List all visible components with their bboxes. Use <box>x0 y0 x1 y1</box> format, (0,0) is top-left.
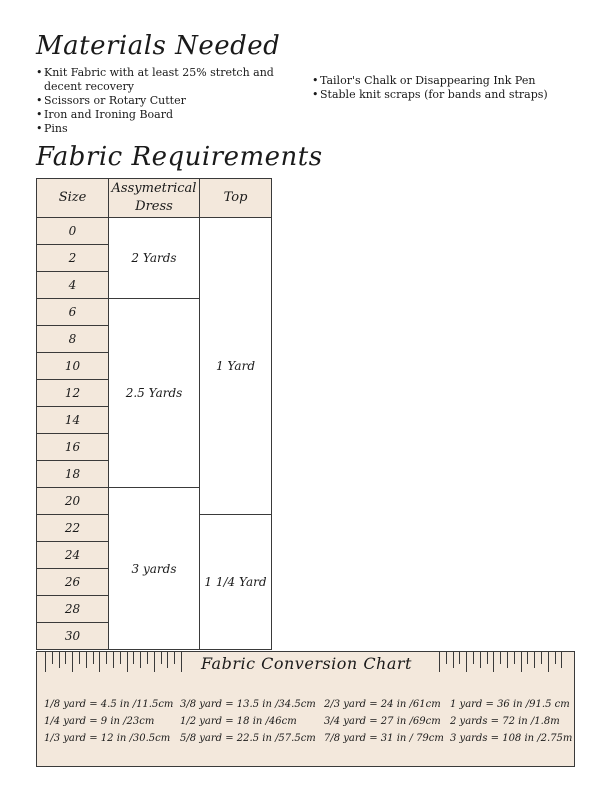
size-cell: 16 <box>37 434 109 461</box>
materials-heading: Materials Needed <box>36 31 281 61</box>
conversion-entry: 7/8 yard = 31 in / 79cm <box>324 733 444 744</box>
size-cell: 2 <box>37 245 109 272</box>
size-cell: 10 <box>37 353 109 380</box>
materials-list-left <box>36 66 286 136</box>
conversion-entry: 3/4 yard = 27 in /69cm <box>324 716 441 727</box>
conversion-entry: 5/8 yard = 22.5 in /57.5cm <box>180 733 316 744</box>
conversion-column <box>450 696 572 747</box>
conversion-column <box>324 696 444 747</box>
list-item: • Scissors or Rotary Cutter <box>36 94 286 108</box>
size-cell: 12 <box>37 380 109 407</box>
size-cell: 22 <box>37 515 109 542</box>
size-cell: 26 <box>37 569 109 596</box>
size-cell: 28 <box>37 596 109 623</box>
conversion-entry: 1/2 yard = 18 in /46cm <box>180 716 297 727</box>
top-yardage-cell: 1 1/4 Yard <box>200 515 272 650</box>
conversion-column <box>180 696 316 747</box>
column-header-top: Top <box>200 179 272 218</box>
column-header-size: Size <box>37 179 109 218</box>
size-cell: 24 <box>37 542 109 569</box>
list-item: • Knit Fabric with at least 25% stretch and decent recovery <box>36 66 286 94</box>
materials-list-right <box>312 74 572 102</box>
list-item: • Tailor's Chalk or Disappearing Ink Pen <box>312 74 572 88</box>
conversion-column <box>44 696 173 747</box>
conversion-entry: 2 yards = 72 in /1.8m <box>450 716 560 727</box>
size-cell: 20 <box>37 488 109 515</box>
conversion-entry: 3 yards = 108 in /2.75m <box>450 733 573 744</box>
size-cell: 0 <box>37 218 109 245</box>
size-cell: 8 <box>37 326 109 353</box>
dress-yardage-cell: 3 yards <box>109 488 200 650</box>
size-cell: 30 <box>37 623 109 650</box>
conversion-chart-ruler <box>36 651 575 767</box>
conversion-entry: 1/8 yard = 4.5 in /11.5cm <box>44 699 174 710</box>
conversion-entry: 1/4 yard = 9 in /23cm <box>44 716 155 727</box>
column-header-dress: Assymetrical Dress <box>109 179 200 218</box>
dress-yardage-cell: 2 Yards <box>109 218 200 299</box>
conversion-chart-title: Fabric Conversion Chart <box>201 654 412 673</box>
size-cell: 14 <box>37 407 109 434</box>
dress-yardage-cell: 2.5 Yards <box>109 299 200 488</box>
conversion-entry: 3/8 yard = 13.5 in /34.5cm <box>180 699 316 710</box>
fabric-requirements-heading: Fabric Requirements <box>36 142 323 172</box>
size-cell: 4 <box>37 272 109 299</box>
fabric-requirements-table <box>36 178 272 650</box>
size-cell: 18 <box>37 461 109 488</box>
top-yardage-cell: 1 Yard <box>200 218 272 515</box>
list-item: • Stable knit scraps (for bands and straps) <box>312 88 572 102</box>
conversion-entry: 1/3 yard = 12 in /30.5cm <box>44 733 171 744</box>
conversion-entry: 2/3 yard = 24 in /61cm <box>324 699 441 710</box>
list-item: • Pins <box>36 122 286 136</box>
list-item: • Iron and Ironing Board <box>36 108 286 122</box>
size-cell: 6 <box>37 299 109 326</box>
conversion-entry: 1 yard = 36 in /91.5 cm <box>450 699 570 710</box>
